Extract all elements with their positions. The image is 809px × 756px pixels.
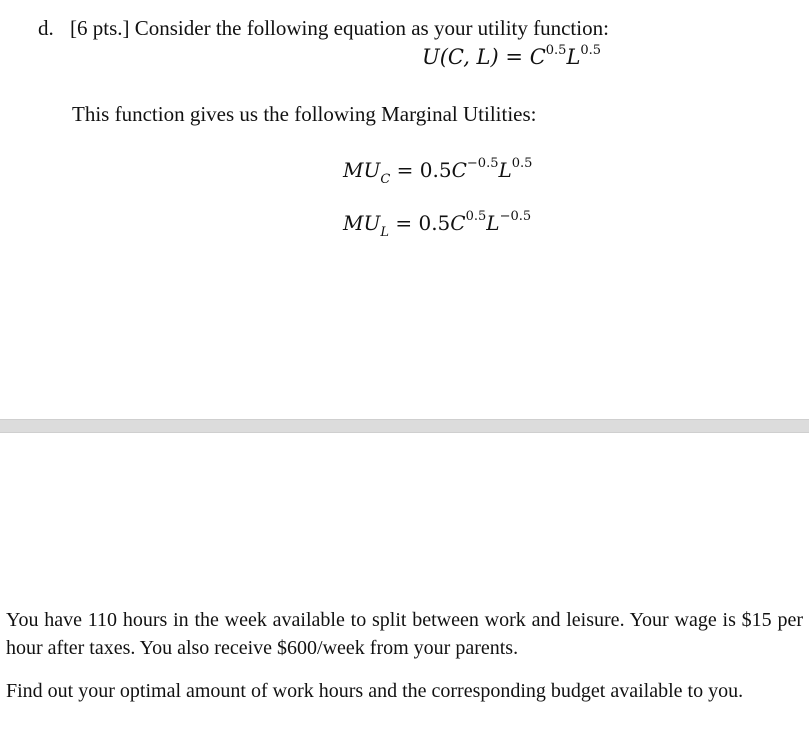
utility-equals: =: [505, 45, 523, 69]
mu-l-subscript: L: [380, 225, 389, 240]
mu-l-base2: L: [486, 211, 500, 235]
mu-l-equation: [343, 209, 532, 240]
mu-c-subscript: C: [380, 172, 391, 187]
task-paragraph: Find out your optimal amount of work hours and the corresponding budget available to you.: [6, 680, 744, 702]
utility-base1: C: [529, 45, 546, 69]
mu-c-base2: L: [498, 158, 512, 182]
mu-c-coef: 0.5: [419, 158, 452, 182]
utility-lhs: U(C, L): [422, 45, 499, 69]
question-letter: d.: [38, 16, 54, 40]
mu-l-exp1: 0.5: [465, 209, 487, 224]
mu-l-equals: =: [395, 211, 413, 235]
utility-base2: L: [566, 45, 581, 69]
mu-l-base1: C: [450, 211, 466, 235]
mu-c-equation: [343, 156, 533, 187]
mu-c-exp1: −0.5: [466, 156, 499, 171]
mu-c-base1: C: [451, 158, 467, 182]
mu-c-equals: =: [396, 158, 414, 182]
scenario-paragraph: You have 110 hours in the week available to split between work and leisure. Your wage is $15 per hour after taxes. You also receive $600/week from your parents.: [6, 609, 803, 659]
mu-l-exp2: −0.5: [499, 209, 532, 224]
utility-exp1: 0.5: [545, 43, 567, 58]
mu-c-name: MU: [343, 158, 381, 182]
mu-c-exp2: 0.5: [511, 156, 533, 171]
question-heading: [38, 16, 609, 41]
utility-exp2: 0.5: [580, 43, 602, 58]
utility-equation: [422, 45, 601, 69]
mu-l-name: MU: [343, 211, 381, 235]
section-divider: [0, 419, 809, 433]
intro-text: This function gives us the following Marginal Utilities:: [72, 102, 537, 126]
mu-l-coef: 0.5: [418, 211, 451, 235]
question-prompt: [6 pts.] Consider the following equation as your utility function:: [70, 16, 609, 40]
